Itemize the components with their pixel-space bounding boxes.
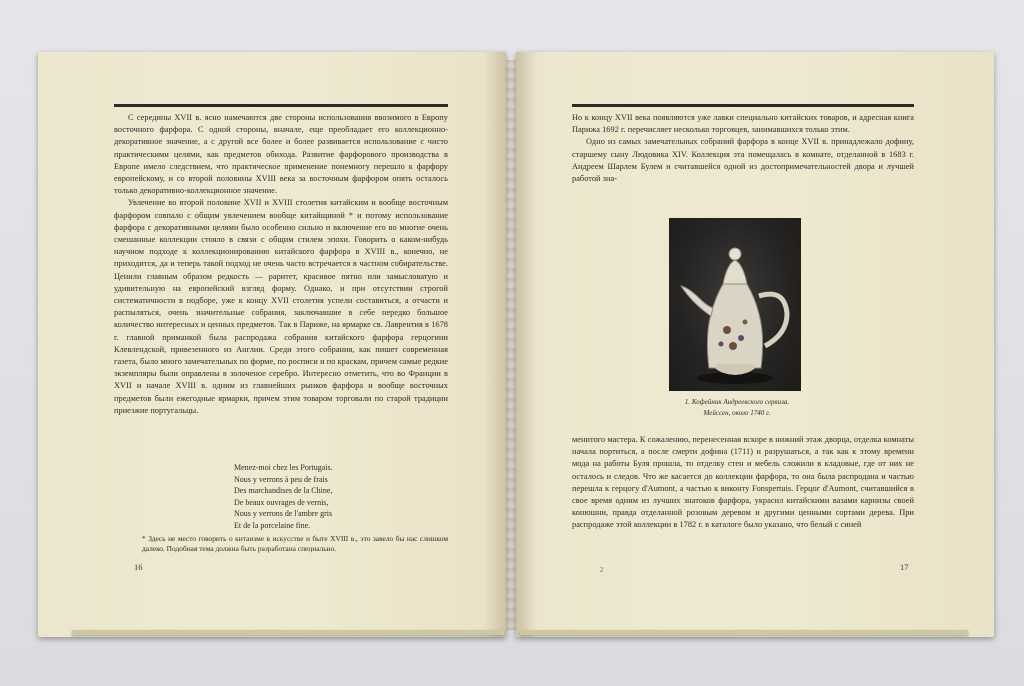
coffee-pot-photo xyxy=(669,218,801,391)
left-page xyxy=(38,52,506,637)
footnote: * Здесь не место говорить о китаизме в искусстве и быте XVIII в., это завело бы нас слишком далеко. Подобная тема должна быть разработана специально. xyxy=(142,534,448,554)
page-number: 16 xyxy=(134,562,143,572)
right-body-text-top xyxy=(572,112,914,185)
left-body-text xyxy=(114,112,448,417)
coffee-pot-illustration xyxy=(669,218,801,391)
figure-caption xyxy=(626,397,848,418)
right-body-text-bottom xyxy=(572,434,914,532)
verse-line: Et de la porcelaine fine. xyxy=(234,520,311,530)
verse-block xyxy=(234,462,333,531)
header-rule xyxy=(114,104,448,107)
paragraph: Увлечение во второй половине XVII и XVIII столетия китайским и вообще восточным фарфором совпало с общим увлечением вообще китайщиной * и потому использование фарфора с декоративными целями было особенно сильно и включение его во многие очень смешанные коллекции стояло в связи с общим стилем эпохи. Говорить о каком-нибудь научном подходе к коллекционированию китайского фарфора в XVIII в., конечно, не приходится, да и теперь такой подход не очень часто встречается в частном собирательстве. Ценили главным образом редкость — раритет, красивое пятно или замысловатую и удивительную на европейский взгляд форму. Однако, и при отсутствии строгой систематичности в подборе, уже к концу XVII столетия успели составиться, а отчасти и распыляться, очень значительные собрания, заключавшие в себе нередко большое количество интересных и ценных предметов. Так в Париже, на ярмарке св. Лаврентия в 1678 г. главной приманкой была распродажа собрания китайского фарфора герцогини Клевлендской, привезенного из Англии. Среди этого собрания, как пишет современная газета, было много замечательных по форме, по росписи и по краскам, причем самые редкие экземпляры были оправлены в золоченое серебро. Интересно отметить, что во Франции в XVII и начале XVIII в. одним из главнейших рынков фарфора и вообще восточных предметов были ежегодные ярмарки, причем этим товаром торговали по старой традиции приезжие португальцы. xyxy=(114,198,448,415)
verse-line: Menez-moi chez les Portugais. xyxy=(234,463,333,472)
right-page xyxy=(516,52,994,637)
caption-line: 1. Кофейник Андреевского сервиза. xyxy=(684,398,790,406)
header-rule xyxy=(572,104,914,107)
verse-line: Nous y verrons de l'ambre gris xyxy=(234,509,333,518)
signature-mark: 2 xyxy=(600,566,604,574)
paragraph: Но к концу XVII века появляются уже лавки специально китайских товаров, и адресная книга Парижа 1692 г. перечисляет несколько торговцев, занимавшихся только этим. xyxy=(572,113,914,135)
paragraph: Одно из самых замечательных собраний фарфора в конце XVII в. принадлежало дофину, старшему сыну Людовика XIV. Коллекция эта помещалась в комнате, отделанной в 1683 г. Андреем Шарлем Булем и считавшейся одной из достопримечательностей двора и лучшей работой зна- xyxy=(572,137,914,184)
paragraph: менитого мастера. К сожалению, перенесенная вскоре в нижний этаж дворца, отделка комнаты начала портиться, а после смерти дофина (1711) и разрушаться, а так как к этому времени мода на работы Буля прошла, то отделку стен и мебель сложили в кладовые, где от них не осталось и следов. Что же касается до коллекции фарфора, то она была распродана и частью перешла к герцогу d'Aumont, а частью к виконту Fonspertuis. Герцог d'Aumont, считавшийся в свое время одним из лучших знатоков фарфора, украсил китайскими вазами карнизы своей конюшни, правда отделанной розовым деревом и другими ценными сортами дерева. При распродаже этой коллекции в 1782 г. в каталоге было указано, что белый с синей xyxy=(572,435,914,530)
left-page-edge xyxy=(72,630,504,635)
caption-line: Мейссен, около 1740 г. xyxy=(703,408,771,417)
verse-line: Des marchandises de la Chine, xyxy=(234,486,333,495)
right-page-edge xyxy=(520,630,968,635)
page-number: 17 xyxy=(900,562,909,572)
verse-line: Nous y verrons à peu de frais xyxy=(234,474,328,484)
paragraph: С середины XVII в. ясно намечаются две стороны использования ввозимого в Европу восточного фарфора. С одной стороны, вначале, еще преобладает его коллекционно-декоративное значение, а с другой все более и более развивается использование с чисто практическими целями, как предметов обихода. Развитие фарфорового производства в Европе имело следствием, что практическое применение понемногу перешло к фарфору европейскому, и со второй половины XVIII века за восточным фарфором опять осталось только декоративно-коллекционное значение. xyxy=(114,113,448,196)
verse-line: De beaux ouvrages de vernis, xyxy=(234,497,329,507)
